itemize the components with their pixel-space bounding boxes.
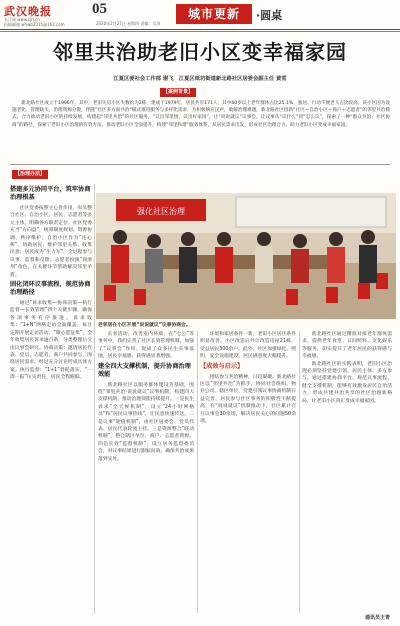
subheading: 搭建多元协同平台，筑牢协商治理根基: [10, 186, 91, 201]
paragraph: 新北路社区的实践表明，老旧小区治理必须坚持党建引领、居民主体、多方参与。通过搭建协商平台、规范议事流程、健全支撑机制，能够有效激发居民自治活力，形成共建共治共享的社区治理新格局，让老旧小区真正变成幸福家园。: [302, 361, 392, 404]
page-header: [0, 0, 400, 28]
section-banner: 城市更新: [176, 4, 252, 24]
photo-caption: 老邻居在小区开展“说说就议”议事协商会。: [98, 323, 191, 328]
lead-paragraph: 新北路社区成立于1996年，其中，老旧失房小区失数约为2栋，建成于1979年，居民共有171人，其中60岁以上老年群体占比25.1%，独居、行动不便老人占比较高。该小区因为设施老化、管理缺失、治理资源分散，伴随“社区多方面共治”模式推进服务与多样化需求，为积极响应民声，破解治理难题，新北路社区创新“社区＋自治小区＋商户＋志愿者”的邻里共治模式，合力推动老旧小区的持续发展，构建起“邻里共治”的社区服务，“议出邻里情，议出好家园”，让“说说就议”议事会，让议事从“议什么”到“怎么议”，探索了一种“群众共治、社区协商”的路径，探索了老旧小区治理的有效方法，推动老旧小区全面提升，构建“邻里和谐”服务体系，从居民需求出发，形成社区治理合力，助力老旧小区变成幸福家园。: [12, 101, 390, 128]
header-rule: [0, 29, 400, 30]
article-column-3: [200, 331, 296, 613]
header-rule-thin: [0, 31, 400, 32]
article-photo: [96, 193, 396, 319]
column-divider: [299, 331, 300, 613]
results-subheading: 【成效与启示】: [200, 362, 244, 370]
article-column-1: [10, 184, 92, 612]
paragraph: 通过“诉求收集—协商决策—执行监督—长效管理”四个关键步骤，确保各项事务有序推进。诉求收集：“1+N”网格走访全面覆盖，每月定期开展走访活动、“微心愿征集”，全年收集居民诉求逾百条，分类整理后交由议事会研究。协商决策：邀请居民代表、党员、志愿者、商户共同参与，围绕居民需求，经过充分讨论形成具体方案。执行监督：“1+1”督促落实，“一周一报”压实责任，居民全程跟踪。: [10, 301, 92, 381]
paragraph: 社区党委按照主心骨作用，牵头整合社区、自治小区、居民、志愿者等多元主体，明确各方职责定位。社区党委充当“方向盘”，统筹制度规划、资源协调、秩序维护；自治小区作为“连心桥”，协助居民、维护邻里关系、收集民意；居民成为“生力军”，全过程参与议事、监督和反馈；志愿者扮演“润滑剂”角色，在关键环节帮助解决邻里矛盾。: [10, 206, 92, 278]
column-divider: [94, 184, 95, 614]
lead-rule: [10, 164, 390, 165]
section-name: ·圆桌: [256, 9, 283, 22]
issue-date: 2020年2月27日 星期四 责编：吴涛: [96, 21, 161, 26]
article-column-2: [98, 331, 194, 613]
page-number: 05: [92, 1, 107, 17]
article-column-4: [302, 331, 392, 611]
paragraph: 环境和家居条件一新，老旧小区居住条件明显改善。小区改造后共计改造房屋21栋，受益居民300余户。此外，社区加强绿化、照明、安全设施建设，居民满意度大幅提升。: [200, 332, 296, 360]
newspaper-masthead: 武汉晚报: [4, 5, 52, 18]
paragraph: 新北路社区以服务群体建设为基础，围绕“邻里共治·说说就议”议事机制，构建四大支撑机制，推动治理效能持续提升。一是民生诉求“全天候机制”，设立“24小时网格员”和“居民议事热线”，让民意快速传达。二是议事“轮值机制”，由社区居委会、党员代表、居民代表轮流主持。三是资源整合“联动机制”，整合辖区单位、商户、志愿者资源。四是长效“监督机制”，设立居务监督委员会，对议事结果进行跟踪问效，确保共治成果落到实处。: [98, 382, 194, 462]
practice-tag: 【治理办法】: [12, 170, 48, 179]
article-headline: 邻里共治助老旧小区变幸福家园: [53, 40, 347, 64]
correspondent-byline: 通讯员王青: [364, 615, 390, 621]
subheading: 固化闭环议事流程，规范协商治理路径: [10, 281, 91, 297]
paragraph: 长者活动，改善室内环境，在“七公”等事务中，我们完善了社区长效管理机制，加强了“议事会”作用，促成了众多民生实事落地，居民幸福感、获得感显著增强。: [98, 332, 194, 360]
column-divider: [197, 331, 198, 613]
paragraph: 团结参与共治精神，日趋凝聚。新北路社区以“邻里共治”为抓手，协同社会组织、物业公司、辖区单位，党建引领议事协商机制日益完善，居民参与社区事务的积极性不断提高。在“说说就议”机制推动下，社区累计召开议事会30余场，解决居民关心的问题50余项。: [200, 374, 296, 425]
case-background-tag: 【案例背景】: [160, 88, 196, 97]
header-contact: 长江网 www.cjn.cn 投稿邮箱 whwb2015@163.com: [4, 17, 65, 27]
meeting-photo-illustration: [96, 193, 396, 319]
photo-wall-slogan: 强化社区治理: [137, 207, 185, 216]
article-authors: 江夏区委社会工作部 谢飞 江夏区纸坊街道新北路社区居委会副主任 黄雪: [113, 76, 287, 82]
subheading: 建全四大支撑机制，提升协商治理效能: [98, 362, 191, 378]
paragraph: 新北路社区通过精准对接老年群体需求，提供老年食堂、日间照料、文化娱乐等服务，切实提升了老年居民的获得感与幸福感。: [302, 332, 392, 360]
